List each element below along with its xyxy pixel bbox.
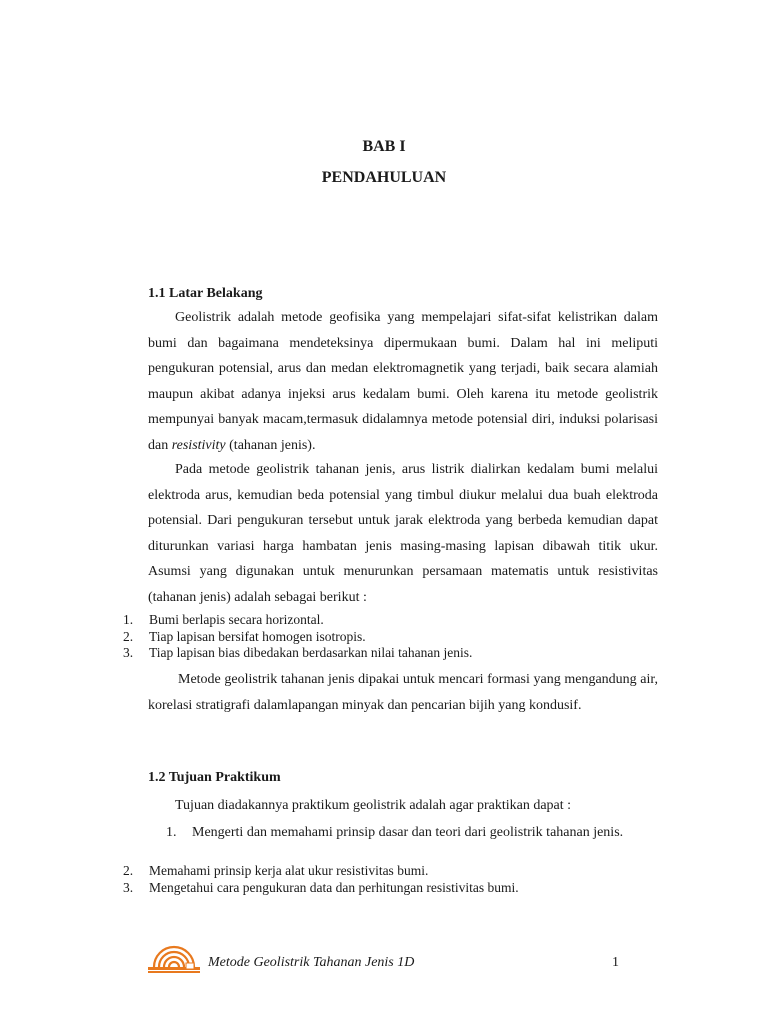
paragraph-text: Pada metode geolistrik tahanan jenis, arus listrik dialirkan kedalam bumi melalui elektroda arus, kemudian beda potensial yang timbul diukur melalui dua buah elektroda potensial. Dari pengukuran tersebut untuk jarak elektroda yang berbeda kemudian dapat diturunkan variasi harga hambatan jenis masing-masing lapisan dibawah titik ukur. Asumsi yang digunakan untuk menurunkan persamaan matematis untuk resistivitas (tahanan jenis) adalah sebagai berikut :: [148, 462, 658, 605]
list-item: [123, 863, 663, 880]
list-item: [123, 880, 663, 897]
list-item: [123, 612, 663, 629]
list-item: [123, 645, 663, 662]
list-text: Memahami prinsip kerja alat ukur resistivitas bumi.: [149, 863, 429, 878]
paragraph-text: Tujuan diadakannya praktikum geolistrik adalah agar praktikan dapat :: [175, 798, 572, 813]
chapter-number: BAB I: [362, 138, 406, 155]
list-number: 1.: [166, 825, 177, 840]
list-item: [166, 821, 658, 845]
paragraph-text-end: (tahanan jenis).: [225, 437, 316, 453]
list-number: 2.: [123, 863, 134, 878]
list-text: Tiap lapisan bersifat homogen isotropis.: [149, 628, 366, 644]
list-number: 2.: [123, 628, 134, 644]
goal-list: [123, 863, 663, 896]
list-text: Mengetahui cara pengukuran data dan perhitungan resistivitas bumi.: [149, 879, 519, 895]
geolistrik-logo-icon: [146, 943, 202, 973]
goal-list-first: [166, 821, 658, 845]
section-1-2-title: 1.2 Tujuan Praktikum: [148, 770, 281, 785]
paragraph-geolistrik-intro: [148, 305, 658, 458]
assumption-list: [123, 612, 663, 662]
paragraph-text: Geolistrik adalah metode geofisika yang mempelajari sifat-sifat kelistrikan dalam bumi dan bagaimana mendeteksinya dipermukaan bumi. Dalam hal ini meliputi pengukuran potensial, arus dan medan elektromagnetik yang terjadi, baik secara alamiah maupun akibat adanya injeksi arus kedalam bumi. Oleh karena itu metode geolistrik mempunyai banyak macam,termasuk didalamnya metode potensial diri, induksi polarisasi dan: [148, 310, 658, 453]
list-text: Tiap lapisan bias dibedakan berdasarkan nilai tahanan jenis.: [149, 645, 473, 660]
chapter-title: PENDAHULUAN: [321, 169, 447, 186]
paragraph-metode-use: [148, 667, 658, 718]
paragraph-tujuan-intro: [148, 793, 658, 819]
paragraph-text: Metode geolistrik tahanan jenis dipakai untuk mencari formasi yang mengandung air, korelasi stratigrafi dalamlapangan minyak dan pencarian bijih yang kondusif.: [148, 672, 658, 713]
list-text: Bumi berlapis secara horizontal.: [149, 612, 324, 627]
list-text: Mengerti dan memahami prinsip dasar dan teori dari geolistrik tahanan jenis.: [192, 825, 624, 840]
section-1-1-title: 1.1 Latar Belakang: [148, 286, 263, 301]
list-number: 3.: [123, 879, 134, 895]
footer-title: Metode Geolistrik Tahanan Jenis 1D: [208, 955, 415, 970]
list-number: 3.: [123, 645, 134, 660]
list-number: 1.: [123, 612, 134, 627]
italic-term: resistivity: [171, 437, 226, 453]
page-number: 1: [612, 955, 619, 970]
paragraph-tahanan-jenis: [148, 457, 658, 610]
list-item: [123, 629, 663, 646]
